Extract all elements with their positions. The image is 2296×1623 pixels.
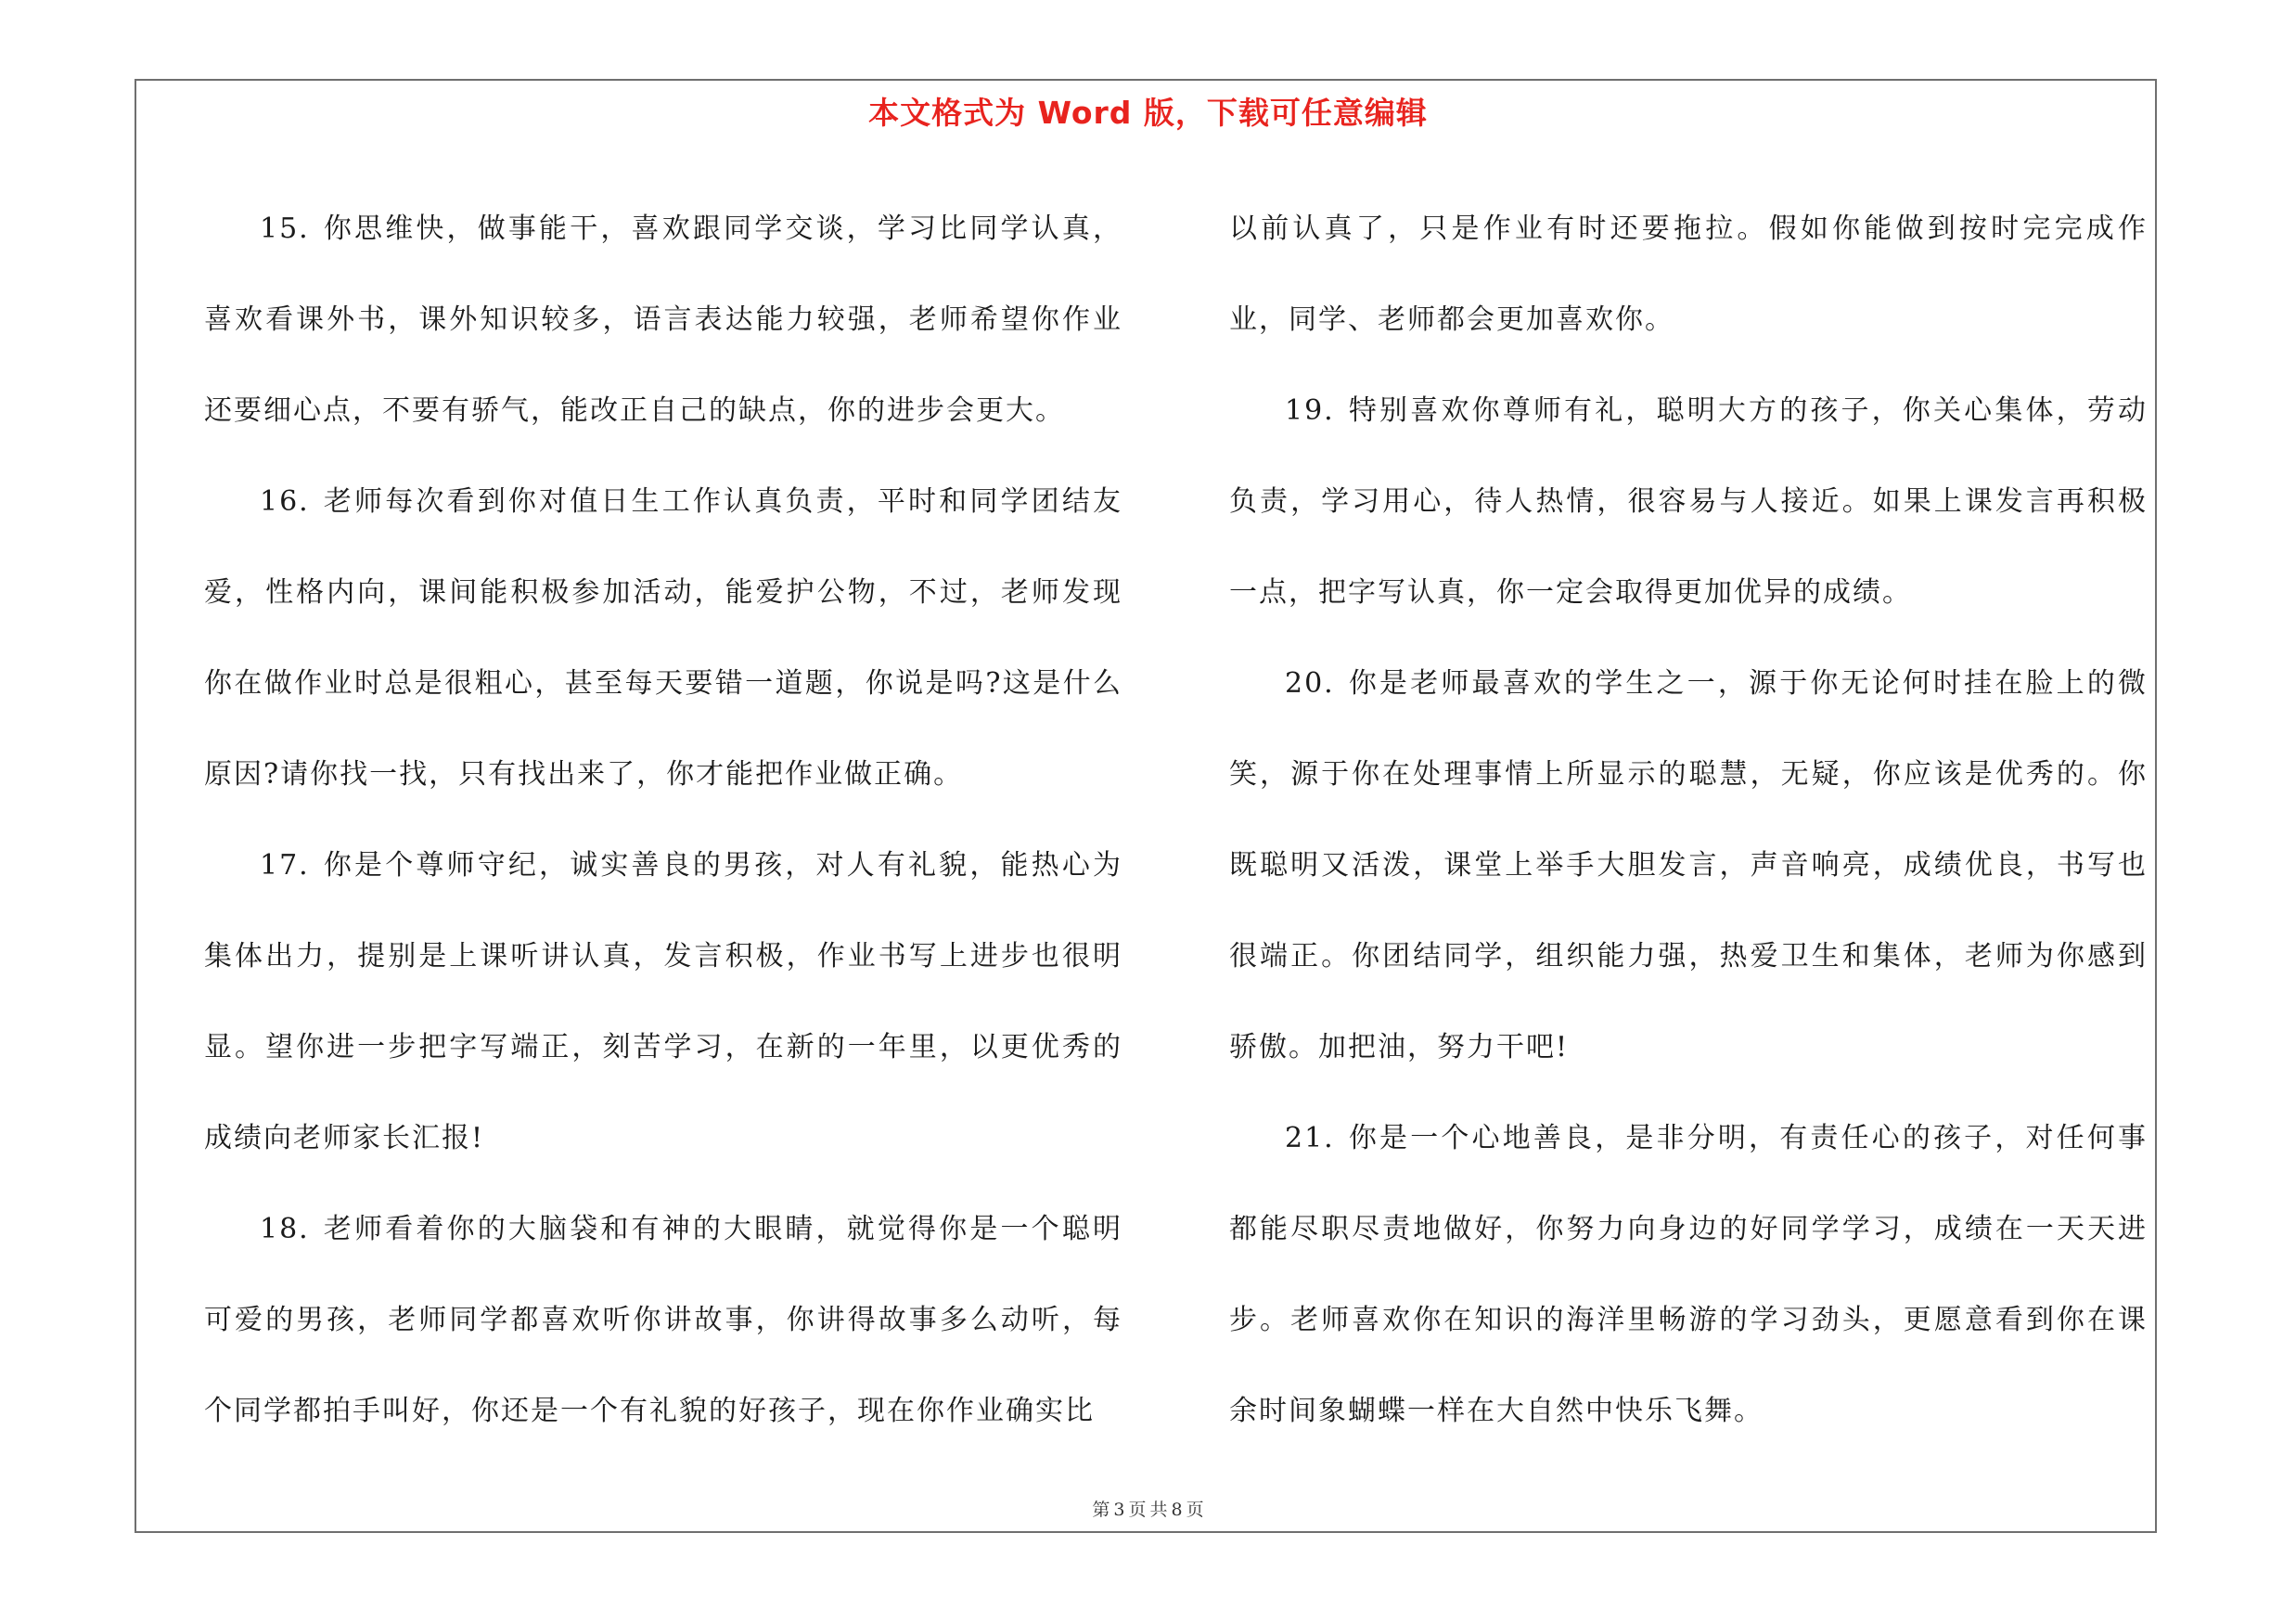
comment-paragraph-18 xyxy=(204,1184,1122,1457)
comment-paragraph-18-continued xyxy=(1229,184,2148,366)
total-page-count: 8 xyxy=(1171,1500,1183,1520)
paragraph-text: 老师每次看到你对值日生工作认真负责，平时和同学团结友爱，性格内向，课间能积极参加活动，能爱护公物，不过，老师发现你在做作业时总是很粗心，甚至每天要错一道题，你说是吗?这是什么原因?请你找一找，只有找出来了，你才能把作业做正确。 xyxy=(204,485,1122,791)
paragraph-number: 15. xyxy=(260,213,310,245)
comment-paragraph-17 xyxy=(204,820,1122,1184)
paragraph-text: 以前认真了，只是作业有时还要拖拉。假如你能做到按时完完成作业，同学、老师都会更加喜欢你。 xyxy=(1229,213,2148,336)
comment-paragraph-21 xyxy=(1229,1093,2148,1457)
paragraph-text: 特别喜欢你尊师有礼，聪明大方的孩子，你关心集体，劳动负责，学习用心，待人热情，很容易与人接近。如果上课发言再积极一点，把字写认真，你一定会取得更加优异的成绩。 xyxy=(1229,394,2148,609)
comment-paragraph-20 xyxy=(1229,638,2148,1093)
current-page-number: 3 xyxy=(1113,1500,1125,1520)
paragraph-number: 16. xyxy=(260,485,310,518)
footer-prefix: 第 xyxy=(1092,1500,1110,1520)
paragraph-number: 17. xyxy=(260,849,310,882)
paragraph-text: 你是个尊师守纪，诚实善良的男孩，对人有礼貌，能热心为集体出力，提别是上课听讲认真，发言积极，作业书写上进步也很明显。望你进一步把字写端正，刻苦学习，在新的一年里，以更优秀的成绩向老师家长汇报! xyxy=(204,849,1122,1154)
comment-paragraph-15 xyxy=(204,184,1122,457)
footer-total-suffix: 页 xyxy=(1186,1500,1204,1520)
page-number-footer xyxy=(0,1496,2296,1521)
paragraph-number: 20. xyxy=(1285,667,1335,700)
left-column xyxy=(204,184,1122,1457)
comment-paragraph-19 xyxy=(1229,366,2148,638)
paragraph-text: 你思维快，做事能干，喜欢跟同学交谈，学习比同学认真，喜欢看课外书，课外知识较多，语言表达能力较强，老师希望你作业还要细心点，不要有骄气，能改正自己的缺点，你的进步会更大。 xyxy=(204,213,1122,427)
header-banner: 本文格式为 Word 版，下载可任意编辑 xyxy=(868,95,1428,131)
paragraph-text: 老师看着你的大脑袋和有神的大眼睛，就觉得你是一个聪明可爱的男孩，老师同学都喜欢听你讲故事，你讲得故事多么动听，每个同学都拍手叫好，你还是一个有礼貌的好孩子，现在你作业确实比 xyxy=(204,1213,1122,1427)
paragraph-number: 18. xyxy=(260,1213,310,1245)
footer-page-unit: 页 xyxy=(1128,1500,1147,1520)
paragraph-text: 你是老师最喜欢的学生之一，源于你无论何时挂在脸上的微笑，源于你在处理事情上所显示的聪慧，无疑，你应该是优秀的。你既聪明又活泼，课堂上举手大胆发言，声音响亮，成绩优良，书写也很端正。你团结同学，组织能力强，热爱卫生和集体，老师为你感到骄傲。加把油，努力干吧! xyxy=(1229,667,2148,1063)
right-column xyxy=(1229,184,2148,1457)
paragraph-number: 21. xyxy=(1285,1122,1335,1154)
comment-paragraph-16 xyxy=(204,457,1122,820)
footer-total-prefix: 共 xyxy=(1149,1500,1168,1520)
paragraph-number: 19. xyxy=(1285,394,1335,427)
paragraph-text: 你是一个心地善良，是非分明，有责任心的孩子，对任何事都能尽职尽责地做好，你努力向身边的好同学学习，成绩在一天天进步。老师喜欢你在知识的海洋里畅游的学习劲头，更愿意看到你在课余时间象蝴蝶一样在大自然中快乐飞舞。 xyxy=(1229,1122,2148,1427)
